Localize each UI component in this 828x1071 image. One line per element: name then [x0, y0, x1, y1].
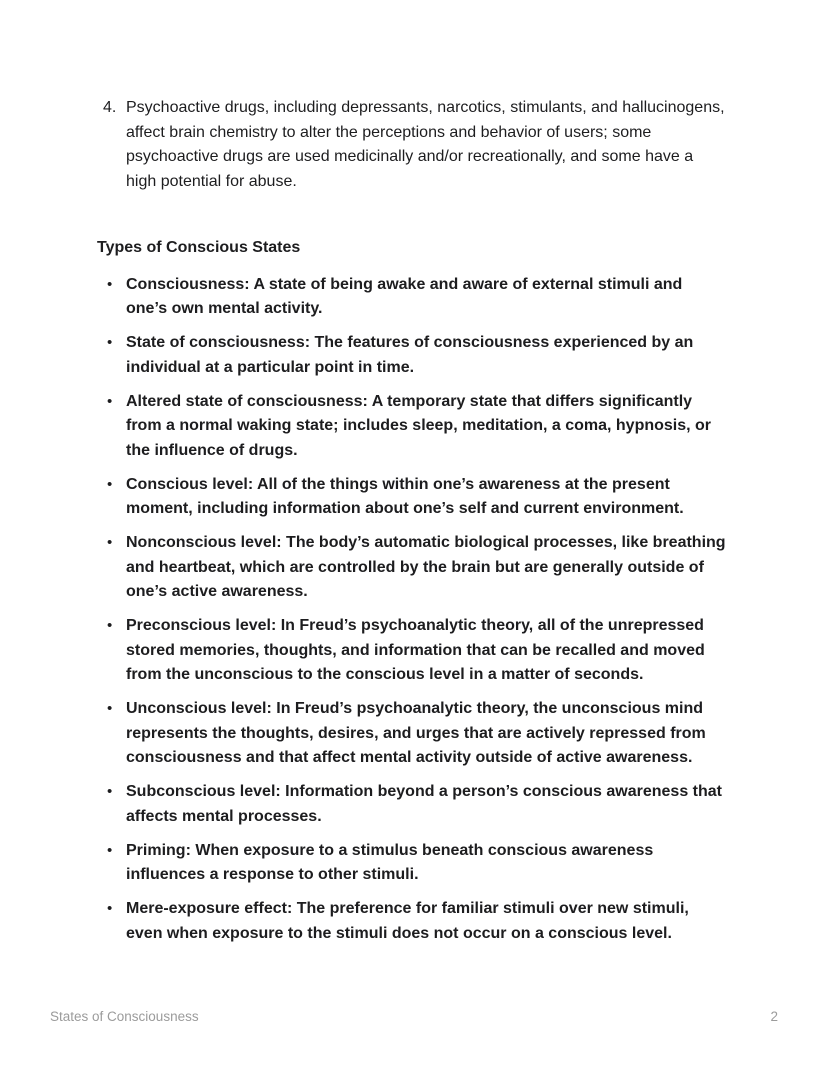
definition-text: State of consciousness: The features of consciousness experienced by an individual at a particular point in time.: [126, 334, 694, 376]
bullet-icon: •: [107, 275, 113, 293]
footer-document-title: States of Consciousness: [50, 1009, 199, 1024]
bullet-icon: •: [107, 783, 113, 800]
bullet-icon: •: [107, 900, 113, 917]
bullet-icon: •: [107, 617, 113, 634]
definition-item: [97, 473, 727, 522]
page-footer: [50, 1008, 778, 1026]
bullet-icon: •: [107, 700, 113, 717]
definition-text: Altered state of consciousness: A temporary state that differs significantly from a normal waking state; includes sleep, meditation, a coma, hypnosis, or the influence of drugs.: [126, 392, 712, 459]
list-item-text: Psychoactive drugs, including depressants, narcotics, stimulants, and hallucinogens, affect brain chemistry to alter the perceptions and behavior of users; some psychoactive drugs are used medicinally and/or recreationally, and some have a high potential for abuse.: [126, 99, 725, 190]
bullet-icon: •: [107, 841, 113, 859]
bullet-icon: •: [107, 475, 113, 493]
definition-item: [97, 697, 727, 771]
definition-item: [97, 780, 727, 829]
definition-text: Consciousness: A state of being awake and aware of external stimuli and one’s own mental activity.: [126, 275, 683, 317]
definition-item: [97, 331, 727, 380]
numbered-list-item-4: [97, 96, 729, 194]
bullet-icon: •: [107, 534, 113, 551]
list-item-number: 4.: [103, 99, 117, 116]
page-content: [97, 96, 729, 956]
section-heading: Types of Conscious States: [97, 239, 301, 256]
definition-text: Conscious level: All of the things within one’s awareness at the present moment, including information about one’s self and current environment.: [126, 475, 684, 517]
definition-item: [97, 390, 727, 464]
definition-item: [97, 897, 727, 946]
bullet-icon: •: [107, 334, 113, 351]
definition-item: [97, 273, 727, 322]
definition-item: [97, 614, 727, 688]
definition-text: Subconscious level: Information beyond a person’s conscious awareness that affects mental processes.: [126, 783, 722, 825]
definition-text: Unconscious level: In Freud’s psychoanalytic theory, the unconscious mind represents the thoughts, desires, and urges that are actively repressed from consciousness and that affect mental activity outside of active awareness.: [126, 700, 706, 766]
definition-item: [97, 839, 727, 888]
bullet-icon: •: [107, 392, 113, 410]
definition-text: Mere-exposure effect: The preference for familiar stimuli over new stimuli, even when exposure to the stimuli does not occur on a conscious level.: [126, 900, 689, 942]
footer-page-number: 2: [770, 1009, 778, 1024]
definition-text: Nonconscious level: The body’s automatic biological processes, like breathing and heartbeat, which are controlled by the brain but are generally outside of one’s active awareness.: [126, 534, 726, 600]
definition-item: [97, 531, 727, 605]
definition-list: [97, 273, 729, 947]
definition-text: Preconscious level: In Freud’s psychoanalytic theory, all of the unrepressed stored memories, thoughts, and information that can be recalled and moved from the unconscious to the conscious level in a matter of seconds.: [126, 617, 705, 683]
definition-text: Priming: When exposure to a stimulus beneath conscious awareness influences a response to other stimuli.: [126, 841, 654, 883]
